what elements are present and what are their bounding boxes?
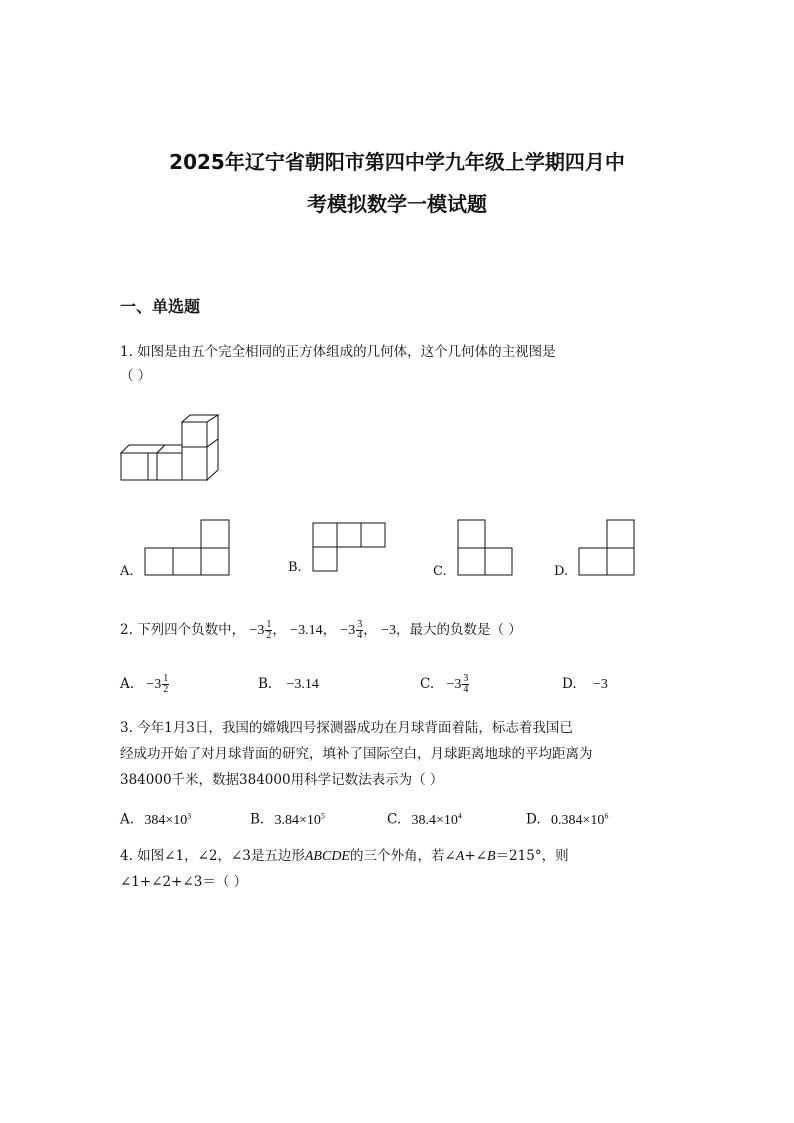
q2-number-2: −3.14 xyxy=(290,623,323,638)
document-title-line2: 考模拟数学一模试题 xyxy=(307,192,487,216)
document-title-line1: 2025年辽宁省朝阳市第四中学九年级上学期四月中 xyxy=(169,150,625,174)
q4-text-line2: ∠1+∠2+∠3＝（ ） xyxy=(120,874,248,890)
q3-text-line2: 经成功开始了对月球背面的研究，填补了国际空白，月球距离地球的平均距离为 xyxy=(120,746,593,762)
q2-text xyxy=(120,620,522,641)
q2-option-c-value xyxy=(446,673,469,696)
q4-pentagon-name: ABCDE xyxy=(304,849,350,864)
q3-option-c[interactable] xyxy=(387,806,462,831)
q2-option-a-num: 1 xyxy=(163,673,169,685)
q3-option-d-base: 0.384×10 xyxy=(550,812,605,828)
q2-option-b-label: B. xyxy=(258,676,273,692)
q2-option-a[interactable] xyxy=(120,674,169,695)
q3-option-c-exp: 4 xyxy=(457,811,462,820)
q2-option-c-den: 4 xyxy=(463,684,469,696)
q3-option-c-base: 38.4×10 xyxy=(411,812,458,828)
q2-n3-den: 4 xyxy=(357,630,363,642)
q3-text-line1: 3. 今年1月3日，我国的嫦娥四号探测器成功在月球背面着陆，标志着我国已 xyxy=(120,720,573,736)
q3-option-d[interactable] xyxy=(526,806,608,831)
q3-option-a-value xyxy=(144,813,191,828)
q2-option-a-whole: −3 xyxy=(146,677,162,692)
q2-option-d-label: D. xyxy=(562,676,577,692)
q3-option-c-value xyxy=(411,813,461,828)
q2-suffix: ，最大的负数是（ ） xyxy=(395,622,522,638)
q2-option-c-fraction xyxy=(462,674,469,695)
q1-answer-paren: （ ） xyxy=(120,368,152,384)
q2-option-b-value: −3.14 xyxy=(286,677,319,692)
q1-option-c-label[interactable]: C. xyxy=(433,564,447,579)
q3-option-b[interactable] xyxy=(250,806,325,831)
q1-option-b-figure[interactable] xyxy=(312,522,386,572)
q2-n3-num: 3 xyxy=(357,619,363,631)
q2-option-d-value: −3 xyxy=(592,677,608,692)
q4-line1-part-d: ＝215°，则 xyxy=(495,848,569,864)
q2-option-a-label: A. xyxy=(120,676,135,692)
q1-option-a-figure[interactable] xyxy=(144,519,230,577)
q2-option-c-num: 3 xyxy=(463,673,469,685)
q3-option-d-exp: 6 xyxy=(604,811,609,820)
q2-n1-num: 1 xyxy=(266,619,272,631)
q2-n3-whole: −3 xyxy=(340,623,356,638)
q4-angle-a: A xyxy=(455,849,465,864)
section-heading: 一、单选题 xyxy=(120,297,201,316)
q3-option-b-value xyxy=(275,813,325,828)
q4-line1-part-c: +∠ xyxy=(464,848,487,864)
q2-prefix: 2. 下列四个负数中， xyxy=(120,622,246,638)
q2-number-1 xyxy=(249,619,272,642)
q3-option-d-value xyxy=(551,813,608,828)
q1-option-c-figure[interactable] xyxy=(457,519,513,577)
q1-cube-figure xyxy=(118,412,224,484)
q2-option-a-den: 2 xyxy=(163,684,169,696)
q1-text: 1. 如图是由五个完全相同的正方体组成的几何体，这个几何体的主视图是 xyxy=(120,344,556,360)
q2-option-a-value xyxy=(146,673,169,696)
q2-sep1: ， xyxy=(272,622,286,638)
q3-text-line3: 384000千米，数据384000用科学记数法表示为（ ） xyxy=(120,772,444,788)
q3-option-d-label: D. xyxy=(526,811,541,828)
q3-option-b-label: B. xyxy=(250,811,265,828)
q2-option-b[interactable] xyxy=(258,674,319,695)
q3-option-c-label: C. xyxy=(387,811,402,828)
q3-option-a-base: 384×10 xyxy=(144,812,188,828)
q1-option-a-label[interactable]: A. xyxy=(120,564,134,579)
q2-option-c[interactable] xyxy=(420,674,469,695)
q4-text-line1 xyxy=(120,846,569,867)
q4-line1-part-a: 4. 如图∠1，∠2，∠3是五边形 xyxy=(120,848,305,864)
q1-option-b-label[interactable]: B. xyxy=(288,560,302,575)
q2-option-c-label: C. xyxy=(420,676,435,692)
q2-option-a-fraction xyxy=(162,674,169,695)
q2-sep3: ， xyxy=(363,622,377,638)
q3-option-a[interactable] xyxy=(120,806,191,831)
q4-angle-b: B xyxy=(486,849,496,864)
q2-n1-den: 2 xyxy=(266,630,272,642)
q2-option-c-whole: −3 xyxy=(446,677,462,692)
q2-number-4: −3 xyxy=(381,623,396,638)
q2-number-3 xyxy=(340,619,363,642)
q2-option-d[interactable] xyxy=(562,674,608,695)
q3-option-a-exp: 3 xyxy=(187,811,192,820)
q1-option-d-label[interactable]: D. xyxy=(554,564,569,579)
q3-option-b-base: 3.84×10 xyxy=(274,812,321,828)
q4-line1-part-b: 的三个外角，若∠ xyxy=(349,848,456,864)
q2-n1-whole: −3 xyxy=(249,623,265,638)
q2-sep2: ， xyxy=(322,622,337,638)
q3-option-b-exp: 5 xyxy=(320,811,325,820)
q1-option-d-figure[interactable] xyxy=(578,519,636,577)
q3-option-a-label: A. xyxy=(120,811,135,828)
